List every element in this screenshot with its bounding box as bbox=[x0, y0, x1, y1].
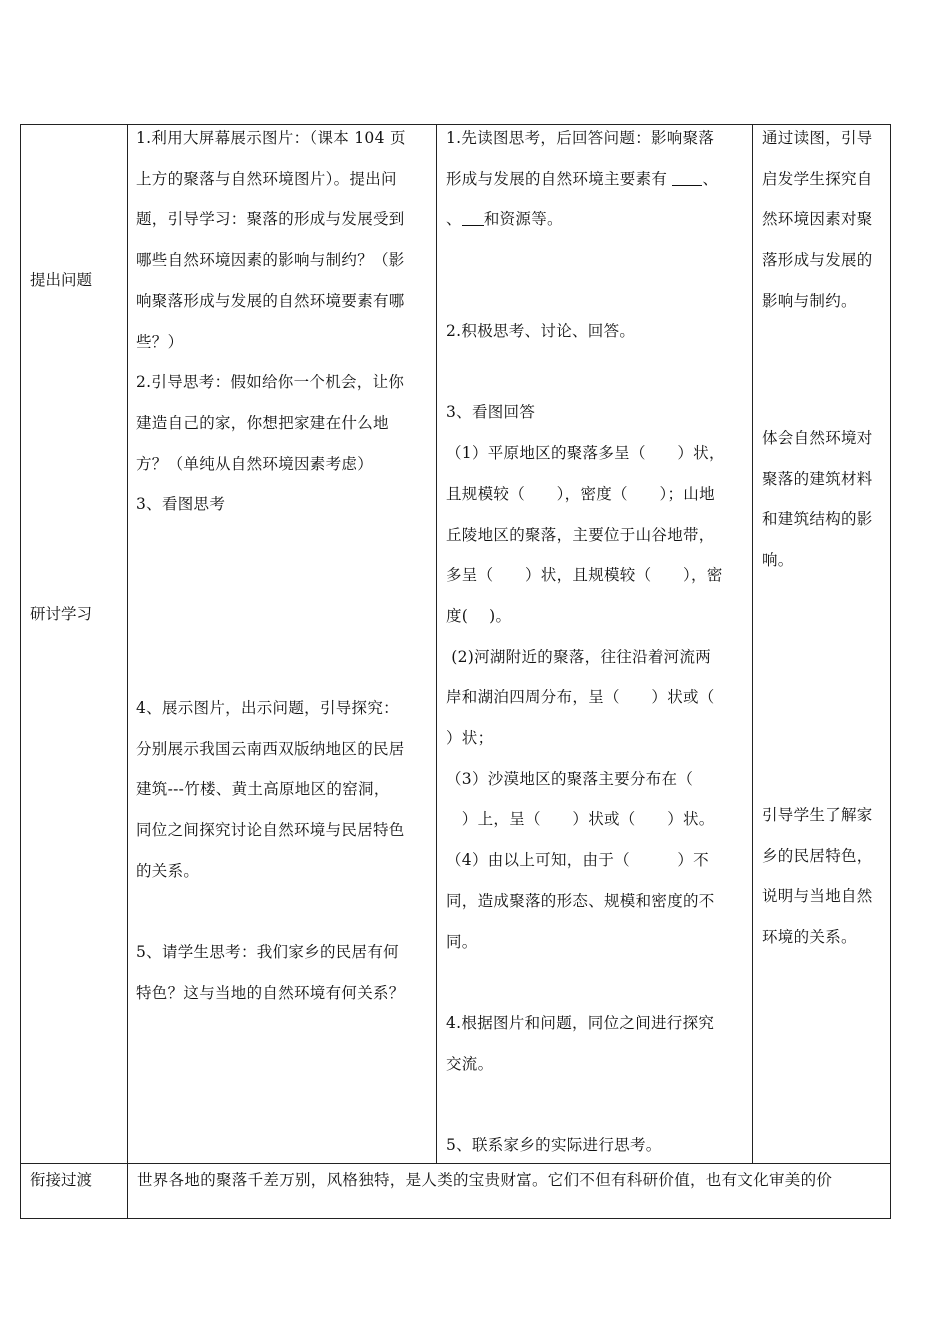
blank-line bbox=[446, 352, 748, 393]
blank-underline bbox=[672, 167, 702, 186]
teacher-line: 哪些自然环境因素的影响与制约？（影 bbox=[136, 251, 405, 270]
intent-line: 和建筑结构的影 bbox=[762, 510, 873, 529]
student-line: 丘陵地区的聚落，主要位于山谷地带， bbox=[446, 525, 715, 544]
student-line: ）上，呈（ ）状或（ ）状。 bbox=[446, 810, 715, 829]
intent-line: 引导学生了解家 bbox=[762, 806, 873, 824]
stage-label-ask-question: 提出问题 bbox=[30, 271, 93, 289]
student-q1-line1: 1.先读图思考，后回答问题：影响聚落 bbox=[446, 129, 715, 147]
column-divider-2 bbox=[436, 124, 437, 1164]
teacher-line: 1.利用大屏幕展示图片：（课本 104 页 bbox=[136, 129, 406, 147]
transition-text: 世界各地的聚落千差万别，风格独特，是人类的宝贵财富。它们不但有科研价值，也有文化审美的价 bbox=[137, 1171, 833, 1189]
student-line: 2.积极思考、讨论、回答。 bbox=[446, 322, 636, 340]
teacher-line: 5、请学生思考：我们家乡的民居有何 bbox=[136, 943, 399, 962]
teacher-line: 同位之间探究讨论自然环境与民居特色 bbox=[136, 820, 405, 839]
teacher-line: 建造自己的家，你想把家建在什么地 bbox=[136, 413, 389, 432]
stage-label-transition: 衔接过渡 bbox=[30, 1171, 93, 1189]
intent-line: 落形成与发展的 bbox=[762, 251, 873, 270]
student-line: 度( )。 bbox=[446, 606, 512, 625]
teacher-line: 响聚落形成与发展的自然环境要素有哪 bbox=[136, 291, 405, 310]
intent-line: 环境的关系。 bbox=[762, 928, 857, 947]
teacher-line: 建筑---竹楼、黄土高原地区的窑洞， bbox=[136, 780, 390, 799]
teacher-line: 2.引导思考：假如给你一个机会，让你 bbox=[136, 373, 405, 392]
teacher-line: 些？） bbox=[136, 332, 184, 351]
student-activities bbox=[446, 118, 748, 240]
student-line: （1）平原地区的聚落多呈（ ）状， bbox=[446, 444, 725, 463]
student-line: 多呈（ ）状，且规模较（ ），密 bbox=[446, 566, 723, 585]
student-activities-cont bbox=[446, 311, 748, 1166]
student-q1-line3: 、 和资源等。 bbox=[446, 199, 748, 240]
intent-line: 通过读图，引导 bbox=[762, 129, 873, 147]
blank-line bbox=[446, 1084, 748, 1125]
teacher-line bbox=[136, 647, 432, 688]
intent-line: 然环境因素对聚 bbox=[762, 210, 873, 229]
intent-line: 启发学生探究自 bbox=[762, 169, 873, 188]
student-line: 交流。 bbox=[446, 1054, 494, 1073]
student-line: （3）沙漠地区的聚落主要分布在（ bbox=[446, 769, 694, 788]
student-line: 且规模较（ ），密度（ ）；山地 bbox=[446, 484, 715, 503]
blank-underline bbox=[462, 207, 484, 226]
design-intent-3 bbox=[762, 795, 886, 958]
intent-line: 说明与当地自然 bbox=[762, 887, 873, 906]
teacher-line bbox=[136, 525, 432, 566]
student-line: 同。 bbox=[446, 932, 478, 951]
student-line: 3、看图回答 bbox=[446, 403, 536, 422]
teacher-activities bbox=[136, 118, 432, 1013]
teacher-line bbox=[136, 566, 432, 607]
intent-line: 影响与制约。 bbox=[762, 291, 857, 310]
column-divider-1 bbox=[127, 124, 128, 1219]
student-line: （4）由以上可知，由于（ ）不 bbox=[446, 851, 709, 870]
teacher-line: 上方的聚落与自然环境图片）。提出问 bbox=[136, 169, 397, 188]
design-intent-1 bbox=[762, 118, 886, 322]
teacher-line: 方？（单纯从自然环境因素考虑） bbox=[136, 454, 374, 473]
teacher-line bbox=[136, 891, 432, 932]
stage-label-discussion: 研讨学习 bbox=[30, 605, 93, 623]
teacher-line: 特色？这与当地的自然环境有何关系？ bbox=[136, 983, 405, 1002]
student-line: 岸和湖泊四周分布，呈（ ）状或（ bbox=[446, 688, 715, 707]
student-line: ）状； bbox=[446, 729, 494, 748]
teacher-line: 4、展示图片，出示问题，引导探究： bbox=[136, 698, 399, 717]
teacher-line: 3、看图思考 bbox=[136, 495, 226, 514]
teacher-line: 的关系。 bbox=[136, 861, 200, 880]
column-divider-3 bbox=[752, 124, 753, 1164]
blank-line bbox=[446, 962, 748, 1003]
design-intent-2 bbox=[762, 418, 886, 581]
intent-line: 响。 bbox=[762, 551, 794, 570]
intent-line: 乡的民居特色， bbox=[762, 846, 873, 865]
student-q1-line2: 形成与发展的自然环境主要素有 、 bbox=[446, 159, 748, 200]
intent-line: 聚落的建筑材料 bbox=[762, 469, 873, 488]
student-line: 4.根据图片和问题，同位之间进行探究 bbox=[446, 1013, 715, 1032]
student-line: (2)河湖附近的聚落，往往沿着河流两 bbox=[446, 647, 712, 666]
intent-line: 体会自然环境对 bbox=[762, 429, 873, 447]
teacher-line: 分别展示我国云南西双版纳地区的民居 bbox=[136, 739, 405, 758]
teacher-line bbox=[136, 606, 432, 647]
student-line: 5、联系家乡的实际进行思考。 bbox=[446, 1136, 662, 1155]
student-line: 同，造成聚落的形态、规模和密度的不 bbox=[446, 891, 715, 910]
teacher-line: 题，引导学习：聚落的形成与发展受到 bbox=[136, 210, 405, 229]
